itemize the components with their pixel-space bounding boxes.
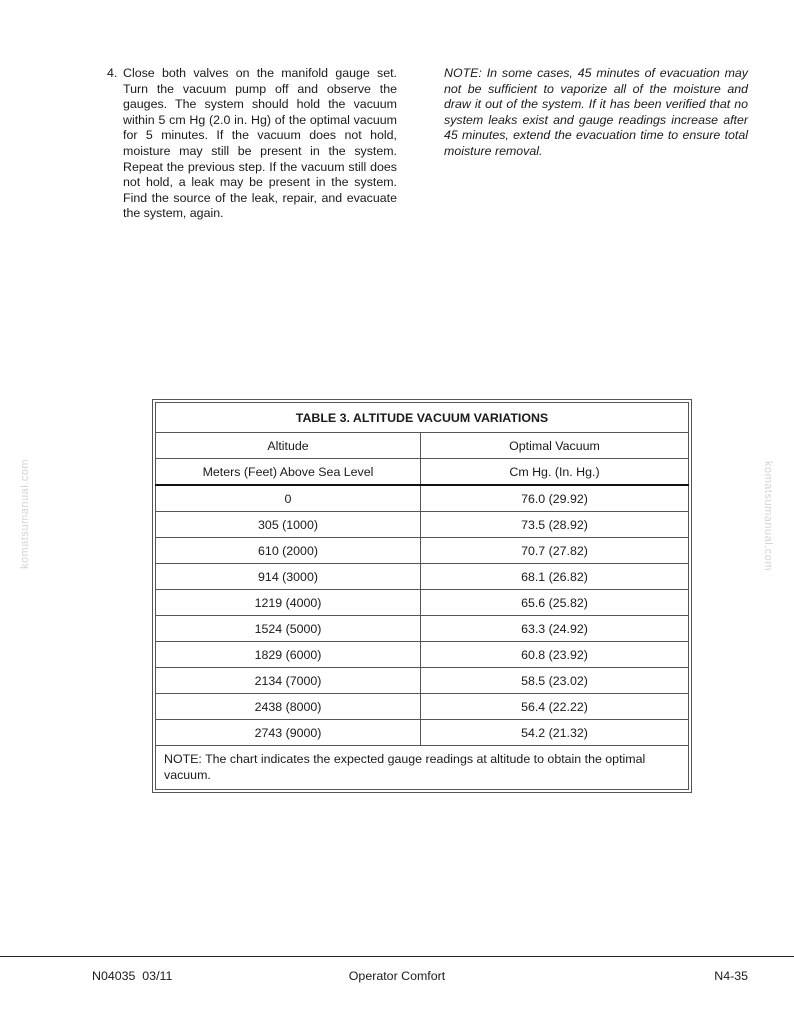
step-number: 4. xyxy=(107,66,118,80)
altitude-cell: 2438 (8000) xyxy=(156,694,421,720)
altitude-cell: 914 (3000) xyxy=(156,564,421,590)
step-4 xyxy=(107,66,397,222)
table-row xyxy=(156,720,689,746)
table-row xyxy=(156,485,689,512)
vacuum-cell: 54.2 (21.32) xyxy=(421,720,689,746)
subheader-altitude-units: Meters (Feet) Above Sea Level xyxy=(156,459,421,486)
vacuum-cell: 58.5 (23.02) xyxy=(421,668,689,694)
watermark-left: komatsumanual.com xyxy=(19,459,31,569)
vacuum-cell: 76.0 (29.92) xyxy=(421,485,689,512)
watermark-right: komatsumanual.com xyxy=(762,461,774,571)
altitude-cell: 2134 (7000) xyxy=(156,668,421,694)
page-number: N4-35 xyxy=(714,969,748,983)
vacuum-cell: 73.5 (28.92) xyxy=(421,512,689,538)
vacuum-cell: 56.4 (22.22) xyxy=(421,694,689,720)
altitude-cell: 610 (2000) xyxy=(156,538,421,564)
document-code: N04035 03/11 xyxy=(92,969,173,983)
table-row xyxy=(156,642,689,668)
section-title: Operator Comfort xyxy=(348,969,446,983)
table-title: TABLE 3. ALTITUDE VACUUM VARIATIONS xyxy=(156,403,689,433)
step-text: Close both valves on the manifold gauge set. Turn the vacuum pump off and observe the gauges. The system should hold the vacuum within 5 cm Hg (2.0 in. Hg) of the optimal vacuum for 5 minutes. If the vacuum does not hold, moisture may still be present in the system. Repeat the previous step. If the vacuum still does not hold, a leak may be present in the system. Find the source of the leak, repair, and evacuate the system, again. xyxy=(123,66,397,221)
altitude-cell: 0 xyxy=(156,485,421,512)
altitude-cell: 1524 (5000) xyxy=(156,616,421,642)
table-row xyxy=(156,694,689,720)
table-row xyxy=(156,512,689,538)
vacuum-cell: 63.3 (24.92) xyxy=(421,616,689,642)
evacuation-note: NOTE: In some cases, 45 minutes of evacuation may not be sufficient to vaporize all of the moisture and draw it out of the system. If it has been verified that no system leaks exist and gauge readings increase after 45 minutes, extend the evacuation time to ensure total moisture removal. xyxy=(444,66,748,158)
table-row xyxy=(156,564,689,590)
vacuum-cell: 65.6 (25.82) xyxy=(421,590,689,616)
altitude-cell: 1829 (6000) xyxy=(156,642,421,668)
subheader-vacuum-units: Cm Hg. (In. Hg.) xyxy=(421,459,689,486)
altitude-cell: 1219 (4000) xyxy=(156,590,421,616)
table-note: NOTE: The chart indicates the expected gauge readings at altitude to obtain the optimal vacuum. xyxy=(156,746,689,790)
altitude-cell: 305 (1000) xyxy=(156,512,421,538)
altitude-cell: 2743 (9000) xyxy=(156,720,421,746)
vacuum-cell: 70.7 (27.82) xyxy=(421,538,689,564)
altitude-vacuum-table xyxy=(152,399,692,793)
table-row xyxy=(156,590,689,616)
table-row xyxy=(156,616,689,642)
footer-divider xyxy=(0,956,794,957)
header-optimal-vacuum: Optimal Vacuum xyxy=(421,433,689,459)
vacuum-cell: 68.1 (26.82) xyxy=(421,564,689,590)
table-row xyxy=(156,538,689,564)
table-row xyxy=(156,668,689,694)
vacuum-cell: 60.8 (23.92) xyxy=(421,642,689,668)
header-altitude: Altitude xyxy=(156,433,421,459)
